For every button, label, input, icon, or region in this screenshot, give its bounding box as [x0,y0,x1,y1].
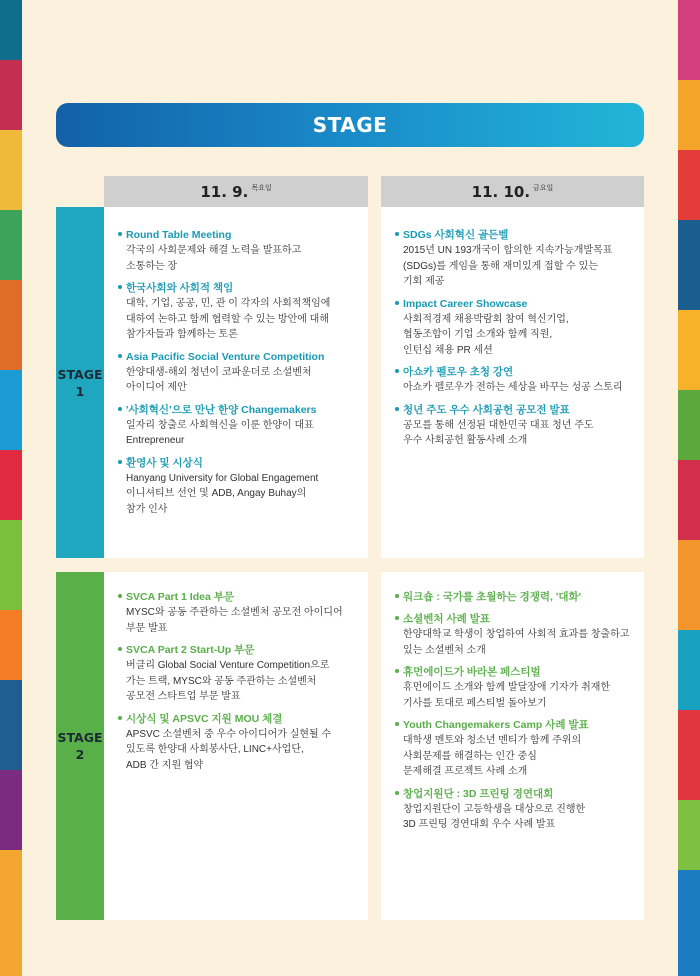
description-line: 한양대학교 학생이 창업하여 사회적 효과를 창출하고 [403,629,630,640]
program-description [118,243,364,274]
stage-2-day-2-list [395,590,641,840]
description-line: 있는 소셜벤처 소개 [403,644,486,656]
program-description [118,296,364,343]
program-item [395,228,641,290]
program-item [395,365,641,396]
stage-label-text: STAGE 2 [57,730,103,762]
banner-title: STAGE [312,113,388,137]
program-item [118,712,364,774]
program-item [395,403,641,449]
description-line: 일자리 창출로 사회혁신을 이룬 한양이 대표 [126,419,314,431]
description-line: APSVC 소셜벤처 중 우수 아이디어가 실현될 수 [126,728,332,740]
bullet-dot-icon [395,791,399,795]
description-line: 아이디어 제안 [126,382,187,393]
bullet-dot-icon [395,407,399,411]
description-line: 우수 사회공헌 활동사례 소개 [403,435,528,446]
program-title-text: Asia Pacific Social Venture Competition [126,350,325,363]
program-description [395,418,641,449]
day-date: 11. 10. [471,182,531,201]
program-title [118,456,364,471]
program-title [395,365,641,380]
program-title [395,403,641,418]
program-description [118,727,364,774]
stage-2-label [56,572,104,920]
program-title [118,590,364,605]
program-title [118,228,364,243]
bullet-dot-icon [118,647,122,651]
program-item [118,350,364,396]
program-title-text: '사회혁신'으로 만난 한양 Changemakers [126,403,317,416]
program-title [118,712,364,727]
program-description [395,680,641,711]
description-line: 대하여 논하고 함께 협력할 수 있는 방안에 대해 [126,313,329,325]
description-line: 기사를 토대로 페스티벌 돌아보기 [403,697,547,709]
program-title [118,350,364,365]
program-title [395,297,641,312]
description-line: 참가 인사 [126,503,168,515]
program-item [395,665,641,711]
description-line: 가는 트랙, MYSC와 공동 주관하는 소셜벤처 [126,675,317,687]
program-title-text: SVCA Part 2 Start-Up 부문 [126,644,255,656]
description-line: 아쇼카 펠로우가 전하는 세상을 바꾸는 성공 스토리 [403,382,623,393]
program-description [395,243,641,290]
bullet-dot-icon [395,594,399,598]
description-line: 3D 프린팅 경연대회 우수 사례 발표 [403,819,556,830]
program-title-text: 한국사회와 사회적 책임 [126,282,234,294]
stage-label-text: STAGE 1 [57,366,103,399]
program-title [118,281,364,296]
day-date: 11. 9. [200,182,249,201]
description-line: Hanyang University for Global Engagement [126,472,319,484]
program-description [395,312,641,359]
description-line: 한양대생-해외 청년이 코파운더로 소셜벤처 [126,366,312,378]
description-line: 이니셔티브 선언 및 ADB, Angay Buhay의 [126,488,307,499]
program-item [118,456,364,518]
description-line: 부문 발표 [126,622,168,634]
program-title-text: 환영사 및 시상식 [126,456,203,469]
left-decorative-stripe [0,0,22,976]
bullet-dot-icon [118,407,122,411]
description-line: 휴먼에이드 소개와 함께 발달장애 기자가 취재한 [403,682,611,693]
program-title-text: 아쇼카 펠로우 초청 강연 [403,366,514,378]
description-line: 사회문제를 해결하는 인간 중심 [403,750,537,762]
program-title-text: 소셜벤처 사례 발표 [403,613,490,625]
program-description [118,365,364,396]
bullet-dot-icon [118,232,122,236]
program-title-text: 창업지원단 : 3D 프린팅 경연대회 [403,787,554,800]
stage-1-day-1-list [118,228,364,524]
description-line: 기회 제공 [403,276,445,287]
description-line: 대학생 멘토와 청소년 멘티가 함께 주위의 [403,735,582,746]
program-title-text: 휴먼에이드가 바라본 페스티벌 [403,666,541,678]
program-title [395,228,641,243]
description-line: 대학, 기업, 공공, 민, 관 이 각자의 사회적책임에 [126,298,331,309]
description-line: 버클리 Global Social Venture Competition으로 [126,660,330,671]
description-line: 사회적경제 채용박람회 참여 혁신기업, [403,313,569,325]
day-header-2 [381,176,644,207]
program-title-text: SVCA Part 1 Idea 부문 [126,591,235,603]
program-description [118,418,364,449]
bullet-dot-icon [395,301,399,305]
description-line: 인턴십 채용 PR 세션 [403,344,493,356]
description-line: (SDGs)를 게임을 통해 재미있게 접할 수 있는 [403,260,598,272]
description-line: Entrepreneur [126,435,185,446]
program-title [395,665,641,680]
description-line: 협동조합이 기업 소개와 함께 직원, [403,329,553,340]
description-line: MYSC와 공동 주관하는 소셜벤처 공모전 아이디어 [126,607,343,618]
program-item [118,643,364,705]
program-item [395,718,641,780]
program-item [395,297,641,359]
program-title [395,612,641,627]
program-title-text: 청년 주도 우수 사회공헌 공모전 발표 [403,403,570,416]
description-line: 있도록 한양대 사회봉사단, LINC+사업단, [126,744,304,755]
program-item [395,590,641,605]
stage-2-day-1-list [118,590,364,780]
program-title [395,590,641,605]
program-title [118,403,364,418]
program-description [118,658,364,705]
program-description [395,802,641,833]
description-line: 문제해결 프로젝트 사례 소개 [403,766,528,777]
description-line: 2015년 UN 193개국이 합의한 지속가능개발목표 [403,245,613,256]
bullet-dot-icon [118,716,122,720]
program-item [118,228,364,274]
description-line: 공모전 스타트업 부문 발표 [126,691,241,702]
bullet-dot-icon [118,354,122,358]
program-title [395,718,641,733]
program-title-text: Impact Career Showcase [403,297,528,310]
right-decorative-stripe [678,0,700,976]
stage-1-label [56,207,104,558]
program-title-text: SDGs 사회혁신 골든벨 [403,229,509,241]
bullet-dot-icon [118,594,122,598]
program-title-text: 워크숍 : 국가를 초월하는 경쟁력, '대화' [403,591,582,603]
bullet-dot-icon [395,669,399,673]
day-weekday: 목요일 [251,183,272,192]
bullet-dot-icon [395,616,399,620]
program-description [118,471,364,518]
program-description [395,380,641,396]
day-header-1 [104,176,368,207]
program-item [118,281,364,343]
description-line: 창업지원단이 고등학생을 대상으로 진행한 [403,803,586,815]
description-line: 각국의 사회문제와 해결 노력을 발표하고 [126,245,302,256]
bullet-dot-icon [395,722,399,726]
bullet-dot-icon [395,232,399,236]
day-weekday: 금요일 [533,183,554,192]
program-description [395,733,641,780]
program-title-text: Round Table Meeting [126,229,232,241]
program-description [118,605,364,636]
description-line: ADB 간 지원 협약 [126,759,204,771]
program-title [395,787,641,802]
program-title [118,643,364,658]
program-title-text: Youth Changemakers Camp 사례 발표 [403,719,589,731]
bullet-dot-icon [395,369,399,373]
description-line: 공모를 통해 선정된 대한민국 대표 청년 주도 [403,419,594,431]
bullet-dot-icon [118,285,122,289]
program-item [395,787,641,833]
program-item [118,403,364,449]
description-line: 참가자들과 함께하는 토론 [126,329,238,340]
stage-1-day-2-list [395,228,641,456]
bullet-dot-icon [118,460,122,464]
description-line: 소통하는 장 [126,260,178,272]
program-title-text: 시상식 및 APSVC 지원 MOU 체결 [126,712,283,725]
program-item [118,590,364,636]
program-item [395,612,641,658]
program-description [395,627,641,658]
stage-banner [56,103,644,147]
